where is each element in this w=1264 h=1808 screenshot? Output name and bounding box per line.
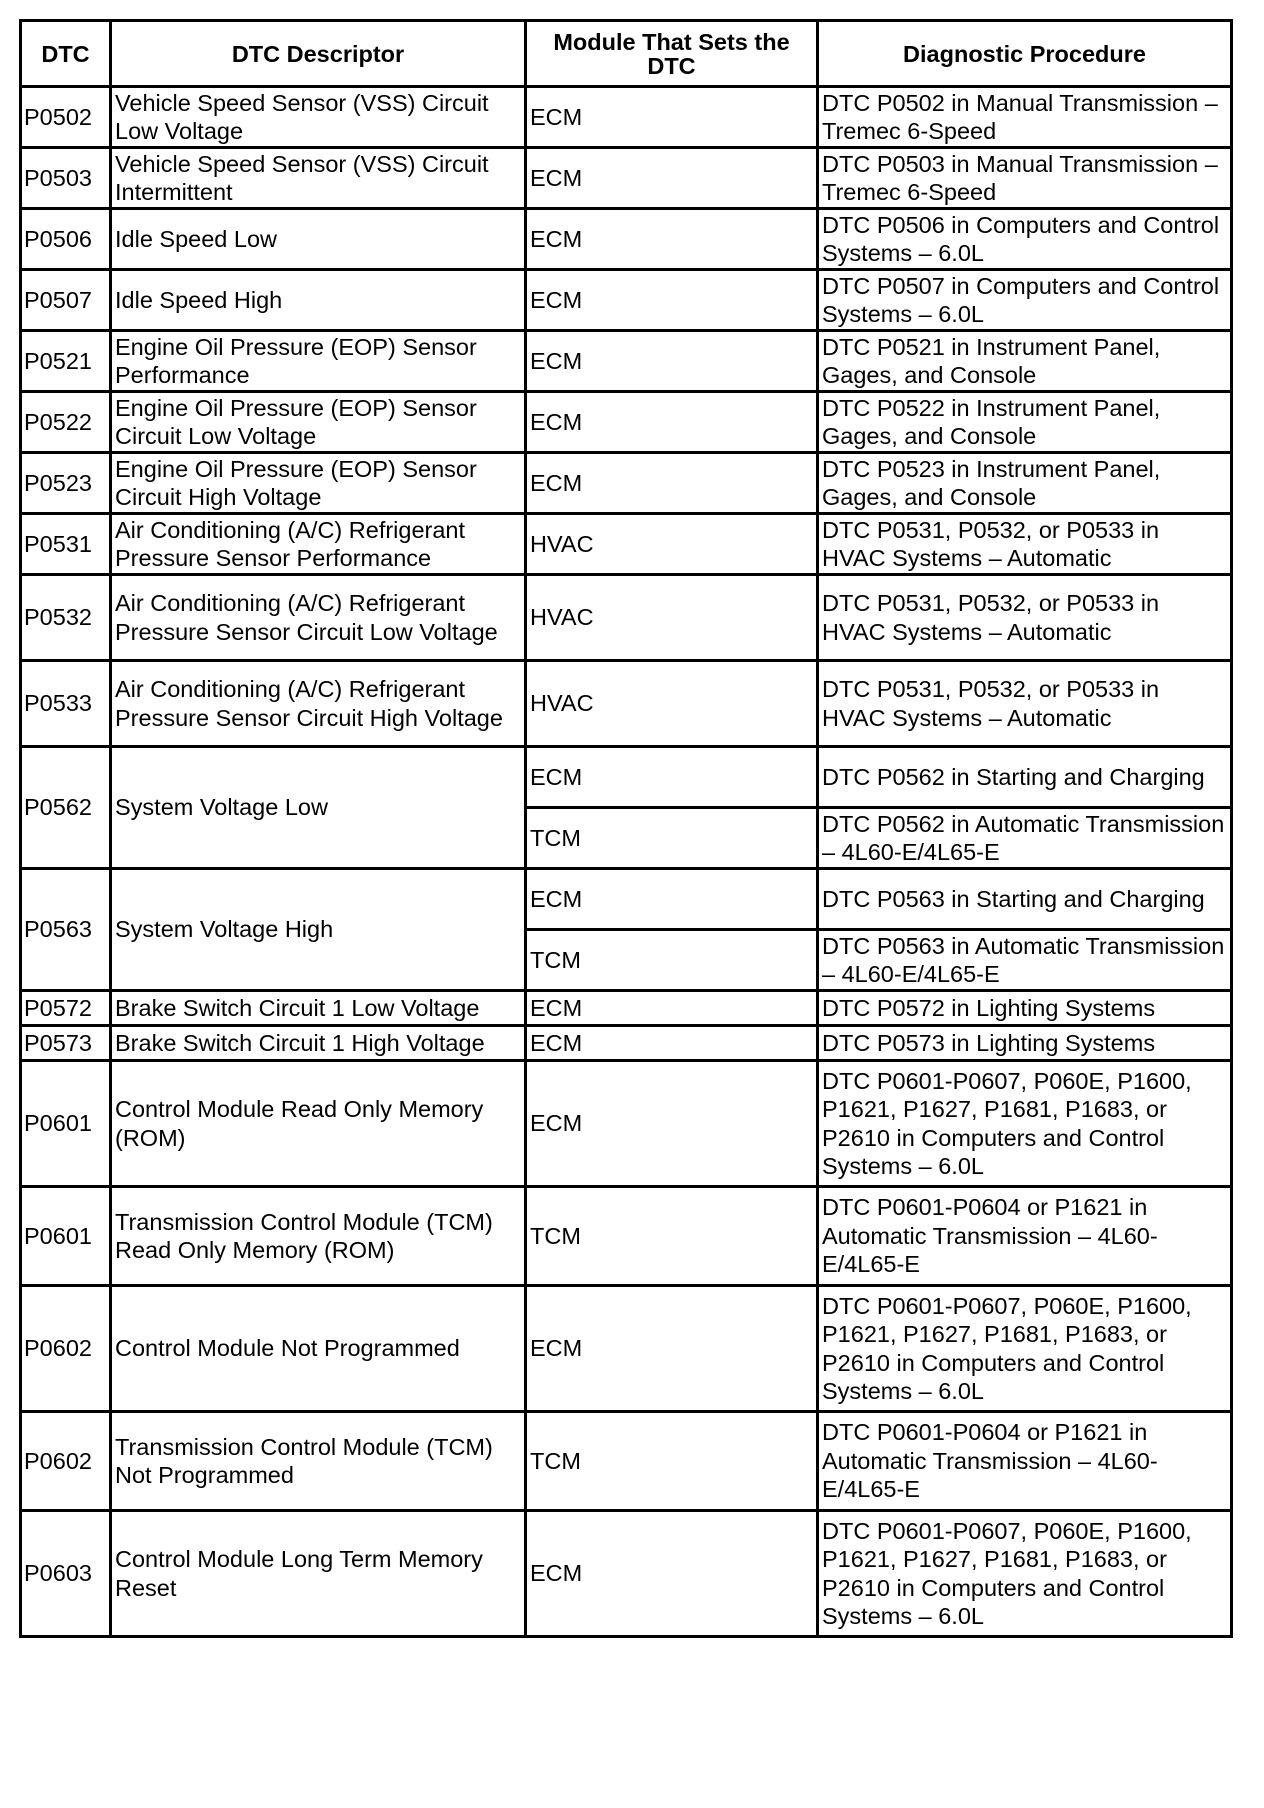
table-row — [21, 1412, 1232, 1511]
table-row — [21, 514, 1232, 575]
dtc-module: ECM — [526, 331, 818, 392]
table-row — [21, 1026, 1232, 1061]
dtc-module: TCM — [526, 1187, 818, 1286]
dtc-code: P0602 — [21, 1412, 111, 1511]
dtc-code: P0503 — [21, 148, 111, 209]
dtc-code: P0532 — [21, 575, 111, 661]
table-row — [21, 1286, 1232, 1412]
dtc-module: TCM — [526, 930, 818, 991]
dtc-procedure: DTC P0601-P0607, P060E, P1600, P1621, P1627, P1681, P1683, or P2610 in Computers and Control Systems – 6.0L — [818, 1286, 1232, 1412]
dtc-code: P0507 — [21, 270, 111, 331]
dtc-code: P0601 — [21, 1187, 111, 1286]
dtc-descriptor: Engine Oil Pressure (EOP) Sensor Circuit High Voltage — [111, 453, 526, 514]
table-row — [21, 148, 1232, 209]
table-row — [21, 331, 1232, 392]
dtc-module: ECM — [526, 148, 818, 209]
dtc-procedure: DTC P0502 in Manual Transmission – Tremec 6-Speed — [818, 87, 1232, 148]
table-row — [21, 869, 1232, 930]
dtc-module: ECM — [526, 87, 818, 148]
dtc-procedure: DTC P0522 in Instrument Panel, Gages, and Console — [818, 392, 1232, 453]
dtc-procedure: DTC P0531, P0532, or P0533 in HVAC Systems – Automatic — [818, 661, 1232, 747]
dtc-procedure: DTC P0563 in Automatic Transmission – 4L60-E/4L65-E — [818, 930, 1232, 991]
table-row — [21, 1511, 1232, 1637]
header-dtc: DTC — [21, 21, 111, 87]
dtc-code: P0601 — [21, 1061, 111, 1187]
dtc-code: P0603 — [21, 1511, 111, 1637]
dtc-module: ECM — [526, 209, 818, 270]
dtc-procedure: DTC P0601-P0607, P060E, P1600, P1621, P1627, P1681, P1683, or P2610 in Computers and Control Systems – 6.0L — [818, 1511, 1232, 1637]
dtc-module: ECM — [526, 1511, 818, 1637]
dtc-procedure: DTC P0562 in Automatic Transmission – 4L60-E/4L65-E — [818, 808, 1232, 869]
dtc-module: TCM — [526, 1412, 818, 1511]
dtc-procedure: DTC P0531, P0532, or P0533 in HVAC Systems – Automatic — [818, 575, 1232, 661]
dtc-code: P0572 — [21, 991, 111, 1026]
dtc-module: TCM — [526, 808, 818, 869]
dtc-code: P0521 — [21, 331, 111, 392]
dtc-descriptor: Air Conditioning (A/C) Refrigerant Pressure Sensor Circuit Low Voltage — [111, 575, 526, 661]
dtc-module: HVAC — [526, 575, 818, 661]
dtc-module: HVAC — [526, 661, 818, 747]
dtc-module: ECM — [526, 869, 818, 930]
table-header — [21, 21, 1232, 87]
dtc-module: ECM — [526, 270, 818, 331]
dtc-descriptor: Idle Speed Low — [111, 209, 526, 270]
header-row — [21, 21, 1232, 87]
dtc-procedure: DTC P0531, P0532, or P0533 in HVAC Systems – Automatic — [818, 514, 1232, 575]
table-row — [21, 392, 1232, 453]
dtc-descriptor: Vehicle Speed Sensor (VSS) Circuit Intermittent — [111, 148, 526, 209]
dtc-module: ECM — [526, 1026, 818, 1061]
table-row — [21, 1187, 1232, 1286]
table-body — [21, 87, 1232, 1637]
dtc-module: ECM — [526, 392, 818, 453]
table-row — [21, 1061, 1232, 1187]
dtc-procedure: DTC P0563 in Starting and Charging — [818, 869, 1232, 930]
table-row — [21, 991, 1232, 1026]
dtc-descriptor: Air Conditioning (A/C) Refrigerant Pressure Sensor Circuit High Voltage — [111, 661, 526, 747]
dtc-module: ECM — [526, 1061, 818, 1187]
dtc-code: P0506 — [21, 209, 111, 270]
table-row — [21, 747, 1232, 808]
dtc-procedure: DTC P0601-P0607, P060E, P1600, P1621, P1627, P1681, P1683, or P2610 in Computers and Control Systems – 6.0L — [818, 1061, 1232, 1187]
header-descriptor: DTC Descriptor — [111, 21, 526, 87]
dtc-descriptor: Air Conditioning (A/C) Refrigerant Pressure Sensor Performance — [111, 514, 526, 575]
header-module: Module That Sets the DTC — [526, 21, 818, 87]
dtc-procedure: DTC P0521 in Instrument Panel, Gages, and Console — [818, 331, 1232, 392]
dtc-procedure: DTC P0506 in Computers and Control Systems – 6.0L — [818, 209, 1232, 270]
dtc-descriptor: Idle Speed High — [111, 270, 526, 331]
dtc-descriptor: Control Module Long Term Memory Reset — [111, 1511, 526, 1637]
dtc-table — [19, 19, 1233, 1638]
dtc-procedure: DTC P0601-P0604 or P1621 in Automatic Transmission – 4L60-E/4L65-E — [818, 1412, 1232, 1511]
dtc-code: P0523 — [21, 453, 111, 514]
table-row — [21, 661, 1232, 747]
dtc-module: HVAC — [526, 514, 818, 575]
dtc-procedure: DTC P0572 in Lighting Systems — [818, 991, 1232, 1026]
dtc-procedure: DTC P0562 in Starting and Charging — [818, 747, 1232, 808]
dtc-descriptor: Control Module Not Programmed — [111, 1286, 526, 1412]
dtc-module: ECM — [526, 1286, 818, 1412]
table-row — [21, 575, 1232, 661]
dtc-procedure: DTC P0503 in Manual Transmission – Tremec 6-Speed — [818, 148, 1232, 209]
dtc-code: P0563 — [21, 869, 111, 991]
header-procedure: Diagnostic Procedure — [818, 21, 1232, 87]
dtc-code: P0562 — [21, 747, 111, 869]
dtc-module: ECM — [526, 453, 818, 514]
dtc-descriptor: System Voltage High — [111, 869, 526, 991]
dtc-descriptor: Engine Oil Pressure (EOP) Sensor Circuit Low Voltage — [111, 392, 526, 453]
dtc-code: P0502 — [21, 87, 111, 148]
dtc-code: P0531 — [21, 514, 111, 575]
dtc-code: P0533 — [21, 661, 111, 747]
dtc-descriptor: Brake Switch Circuit 1 High Voltage — [111, 1026, 526, 1061]
dtc-module: ECM — [526, 747, 818, 808]
dtc-module: ECM — [526, 991, 818, 1026]
dtc-descriptor: System Voltage Low — [111, 747, 526, 869]
table-row — [21, 87, 1232, 148]
dtc-procedure: DTC P0523 in Instrument Panel, Gages, and Console — [818, 453, 1232, 514]
table-row — [21, 453, 1232, 514]
dtc-code: P0522 — [21, 392, 111, 453]
table-row — [21, 209, 1232, 270]
dtc-descriptor: Vehicle Speed Sensor (VSS) Circuit Low Voltage — [111, 87, 526, 148]
dtc-descriptor: Brake Switch Circuit 1 Low Voltage — [111, 991, 526, 1026]
dtc-descriptor: Transmission Control Module (TCM) Read Only Memory (ROM) — [111, 1187, 526, 1286]
table-row — [21, 270, 1232, 331]
dtc-descriptor: Transmission Control Module (TCM) Not Programmed — [111, 1412, 526, 1511]
dtc-code: P0573 — [21, 1026, 111, 1061]
dtc-descriptor: Engine Oil Pressure (EOP) Sensor Performance — [111, 331, 526, 392]
dtc-code: P0602 — [21, 1286, 111, 1412]
dtc-descriptor: Control Module Read Only Memory (ROM) — [111, 1061, 526, 1187]
dtc-procedure: DTC P0601-P0604 or P1621 in Automatic Transmission – 4L60-E/4L65-E — [818, 1187, 1232, 1286]
dtc-procedure: DTC P0573 in Lighting Systems — [818, 1026, 1232, 1061]
dtc-procedure: DTC P0507 in Computers and Control Systems – 6.0L — [818, 270, 1232, 331]
